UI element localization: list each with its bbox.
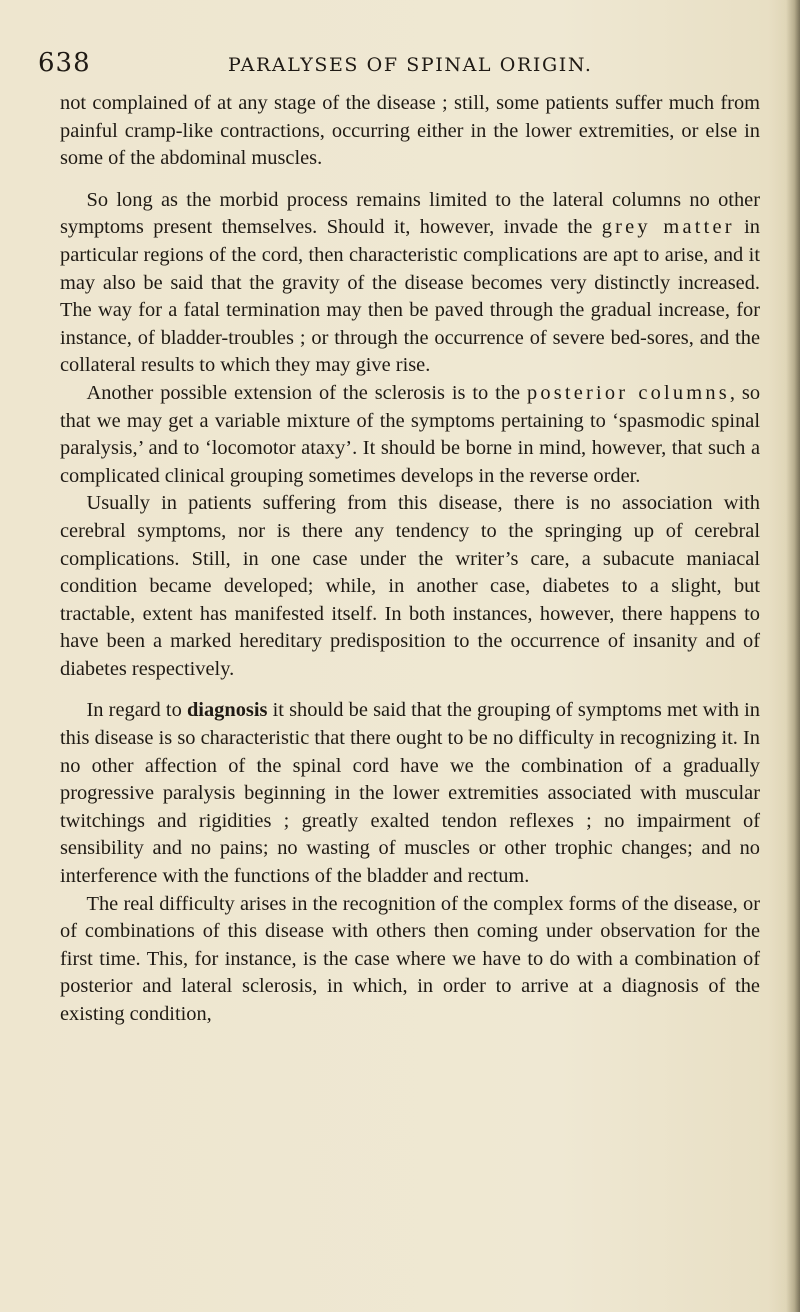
paragraph-3-part-c: , so that we may get a variable mixture of the symptoms pertaining to ‘spasmodic spinal paralysis,’ and to ‘locomotor ataxy’. It should be borne in mind, however, that such a complicated clinical grouping sometimes develops in the reverse order. — [60, 381, 761, 487]
page-header — [38, 48, 758, 82]
emphasis-posterior-columns: posterior columns — [526, 381, 730, 404]
paragraph-1: not complained of at any stage of the disease ; still, some patients suffer much from painful cramp-like contractions, occurring either in the lower extremities, or else in some of the abdominal muscles. — [60, 92, 760, 170]
paragraph-2 — [60, 187, 760, 380]
body-text — [60, 90, 760, 1029]
paragraph-3-part-a: Another possible extension of the sclerosis is to the — [86, 381, 527, 404]
paragraph-2-part-c: in particular regions of the cord, then characteristic complications are apt to arise, and it may also be said that the gravity of the disease becomes very distinctly increased. The way for a fatal termination may then be paved through the gradual increase, for instance, of bladder-troubles ; or through the occurrence of severe bed-sores, and the collateral results to which they may give rise. — [60, 216, 760, 377]
emphasis-diagnosis: diagnosis — [186, 699, 268, 722]
paragraph-6: The real difficulty arises in the recognition of the complex forms of the disease, or of combinations of this disease with others then coming under observation for the first time. This, for instance, is the case where we have to do with a combination of posterior and lateral sclerosis, in which, in order to arrive at a diagnosis of the existing condition, — [60, 892, 760, 1025]
running-title: PARALYSES OF SPINAL ORIGIN. — [228, 54, 593, 76]
page-edge-shadow — [786, 0, 800, 1312]
paragraph-4: Usually in patients suffering from this disease, there is no association with cerebral symptoms, nor is there any tendency to the springing up of cerebral complications. Still, in one case under the writer’s care, a subacute maniacal condition became developed; while, in another case, diabetes to a slight, but tractable, extent has manifested itself. In both instances, however, there happens to have been a marked hereditary predisposition to the occurrence of insanity and of diabetes respectively. — [60, 492, 760, 680]
paragraph-2-part-a: So long as the morbid process remains limited to the lateral columns no other symptoms present themselves. Should it, however, invade the — [60, 188, 760, 239]
paragraph-5-part-a: In regard to — [86, 699, 187, 722]
paragraph-5 — [60, 697, 760, 890]
page-number: 638 — [38, 48, 91, 78]
paragraph-5-part-c: it should be said that the grouping of symptoms met with in this disease is so characteristic that there ought to be no difficulty in recognizing it. In no other affection of the spinal cord have we the combination of a gradually progressive paralysis beginning in the lower extremities associated with muscular twitchings and rigidities ; greatly exalted tendon reflexes ; no impairment of sensibility and no pains; no wasting of muscles or other trophic changes; and no interference with the functions of the bladder and rectum. — [60, 699, 760, 888]
paragraph-3 — [60, 380, 760, 490]
emphasis-grey-matter: grey matter — [601, 216, 735, 239]
